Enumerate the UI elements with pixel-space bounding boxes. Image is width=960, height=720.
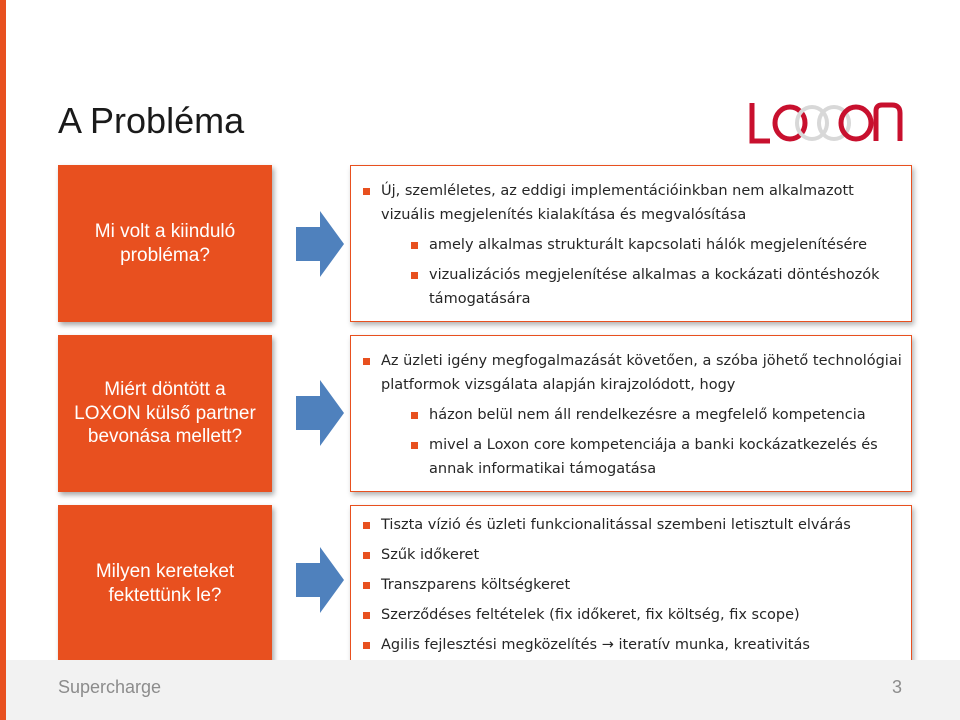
- arrow-right-icon: [296, 211, 344, 277]
- sub-bullet-item: házon belül nem áll rendelkezésre a megfelelő kompetencia: [351, 404, 911, 428]
- question-text: Milyen kereteket fektettünk le?: [95, 560, 235, 606]
- question-box-2: [58, 335, 272, 492]
- question-box-3: [58, 505, 272, 662]
- bullet-item: Az üzleti igény megfogalmazását követően, a szóba jöhető technológiai platformok vizsgálata alapján kirajzolódott, hogy: [351, 350, 911, 398]
- bullet-item: Új, szemléletes, az eddigi implementációinkban nem alkalmazott vizuális megjelenítés kialakítása és megvalósítása: [351, 180, 911, 228]
- question-box-1: [58, 165, 272, 322]
- bullet-item: Szerződéses feltételek (fix időkeret, fix költség, fix scope): [351, 604, 911, 628]
- sub-bullet-item: mivel a Loxon core kompetenciája a banki kockázatkezelés és annak informatikai támogatása: [351, 434, 911, 482]
- sub-bullet-item: vizualizációs megjelenítése alkalmas a kockázati döntéshozók támogatására: [351, 264, 911, 312]
- sub-bullet-item: amely alkalmas strukturált kapcsolati hálók megjelenítésére: [351, 234, 911, 258]
- arrow-icon: →: [601, 636, 614, 653]
- question-text: Miért döntött a LOXON külső partner bevonása mellett?: [74, 378, 256, 448]
- accent-bar: [0, 0, 6, 720]
- arrow-right-icon: [296, 547, 344, 613]
- loxon-logo: [746, 97, 906, 149]
- slide-title: A Probléma: [58, 100, 245, 141]
- answer-box-1: [350, 165, 912, 322]
- bullet-item: Agilis fejlesztési megközelítés → iteratív munka, kreativitás: [351, 634, 911, 658]
- bullet-item: Tiszta vízió és üzleti funkcionalitással szembeni letisztult elvárás: [351, 514, 911, 538]
- arrow-right-icon: [296, 380, 344, 446]
- footer-brand: Supercharge: [58, 677, 162, 697]
- answer-box-2: [350, 335, 912, 492]
- question-text: Mi volt a kiinduló probléma?: [94, 220, 236, 266]
- bullet-item: Szűk időkeret: [351, 544, 911, 568]
- page-number: 3: [891, 677, 902, 697]
- bullet-item: Transzparens költségkeret: [351, 574, 911, 598]
- answer-box-3: [350, 505, 912, 662]
